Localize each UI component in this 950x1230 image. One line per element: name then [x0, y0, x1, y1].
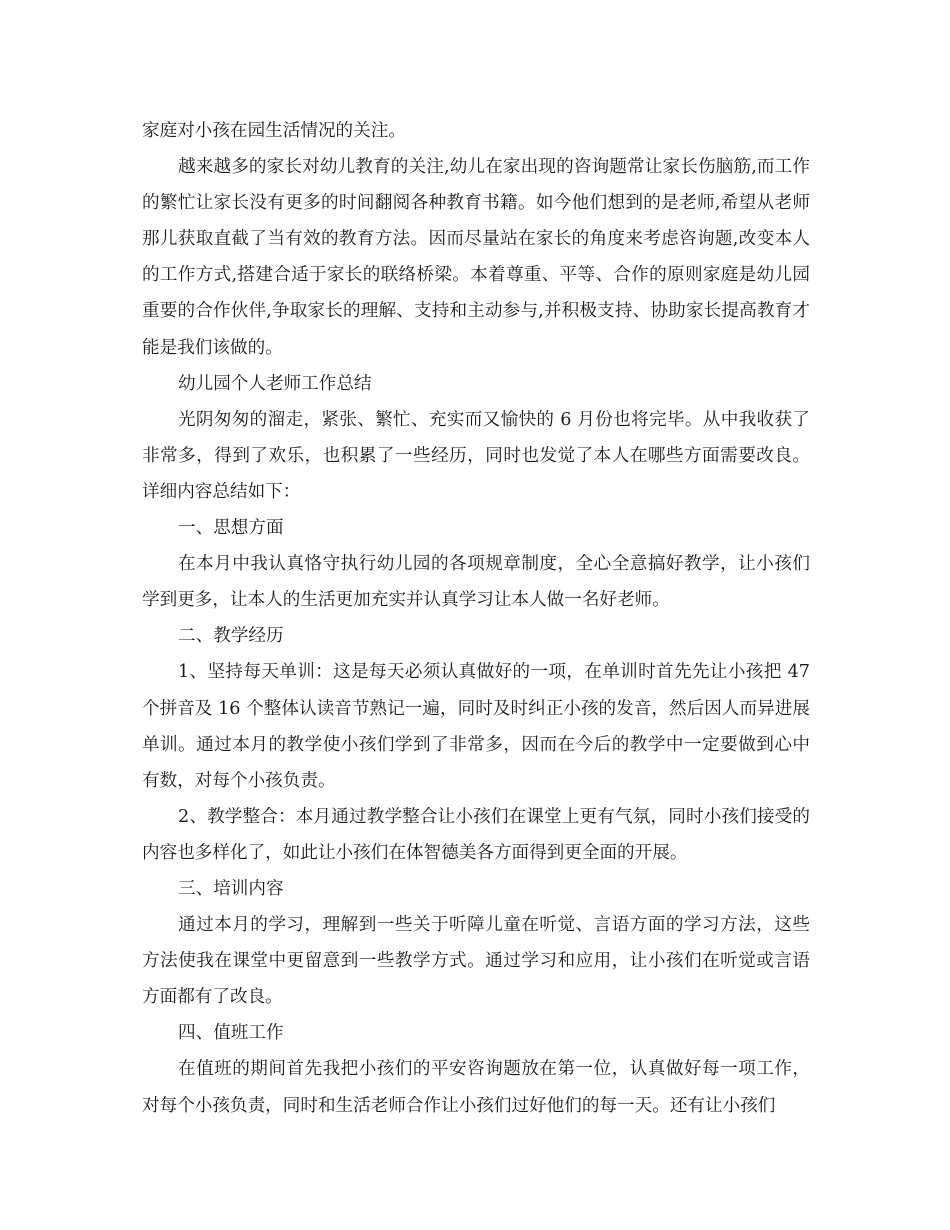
paragraph-thought: 在本月中我认真恪守执行幼儿园的各项规章制度，全心全意搞好教学，让小孩们学到更多，让本人的生活更加充实并认真学习让本人做一名好老师。 — [142, 554, 810, 611]
heading-training: 三、培训内容 — [178, 878, 284, 899]
paragraph-intro: 光阴匆匆的溜走，紧张、繁忙、充实而又愉快的 6 月份也将完毕。从中我收获了非常多，得到了欢乐，也积累了一些经历，同时也发觉了本人在哪些方面需要改良。详细内容总结如下： — [142, 409, 810, 502]
paragraph-training: 通过本月的学习，理解到一些关于听障儿童在听觉、言语方面的学习方法，这些方法使我在课堂中更留意到一些教学方式。通过学习和应用，让小孩们在听觉或言语方面都有了改良。 — [142, 915, 810, 1008]
document-body — [142, 113, 810, 1124]
heading-teaching: 二、教学经历 — [178, 626, 284, 647]
paragraph-daily-training: 1、坚持每天单训：这是每天必须认真做好的一项，在单训时首先先让小孩把 47 个拼音及 16 个整体认读音节熟记一遍，同时及时纠正小孩的发音，然后因人而异进展单训。通过本月的教学使小孩们学到了非常多，因而在今后的教学中一定要做到心中有数，对每个小孩负责。 — [142, 662, 810, 791]
section-title: 幼儿园个人老师工作总结 — [178, 373, 372, 394]
paragraph-teaching-integration: 2、教学整合：本月通过教学整合让小孩们在课堂上更有气氛，同时小孩们接受的内容也多样化了，如此让小孩们在体智德美各方面得到更全面的开展。 — [142, 806, 810, 863]
paragraph-duty: 在值班的期间首先我把小孩们的平安咨询题放在第一位，认真做好每一项工作，对每个小孩负责，同时和生活老师合作让小孩们过好他们的每一天。还有让小孩们 — [142, 1059, 810, 1116]
paragraph-continuation: 家庭对小孩在园生活情况的关注。 — [142, 121, 406, 141]
paragraph-parent-communication: 越来越多的家长对幼儿教育的关注,幼儿在家出现的咨询题常让家长伤脑筋,而工作的繁忙让家长没有更多的时间翻阅各种教育书籍。如今他们想到的是老师,希望从老师那儿获取直截了当有效的教育方法。因而尽量站在家长的角度来考虑咨询题,改变本人的工作方式,搭建合适于家长的联络桥梁。本着尊重、平等、合作的原则家庭是幼儿园重要的合作伙伴,争取家长的理解、支持和主动参与,并积极支持、协助家长提高教育才能是我们该做的。 — [142, 157, 810, 358]
heading-thought: 一、思想方面 — [178, 518, 284, 539]
heading-duty: 四、值班工作 — [178, 1023, 284, 1044]
